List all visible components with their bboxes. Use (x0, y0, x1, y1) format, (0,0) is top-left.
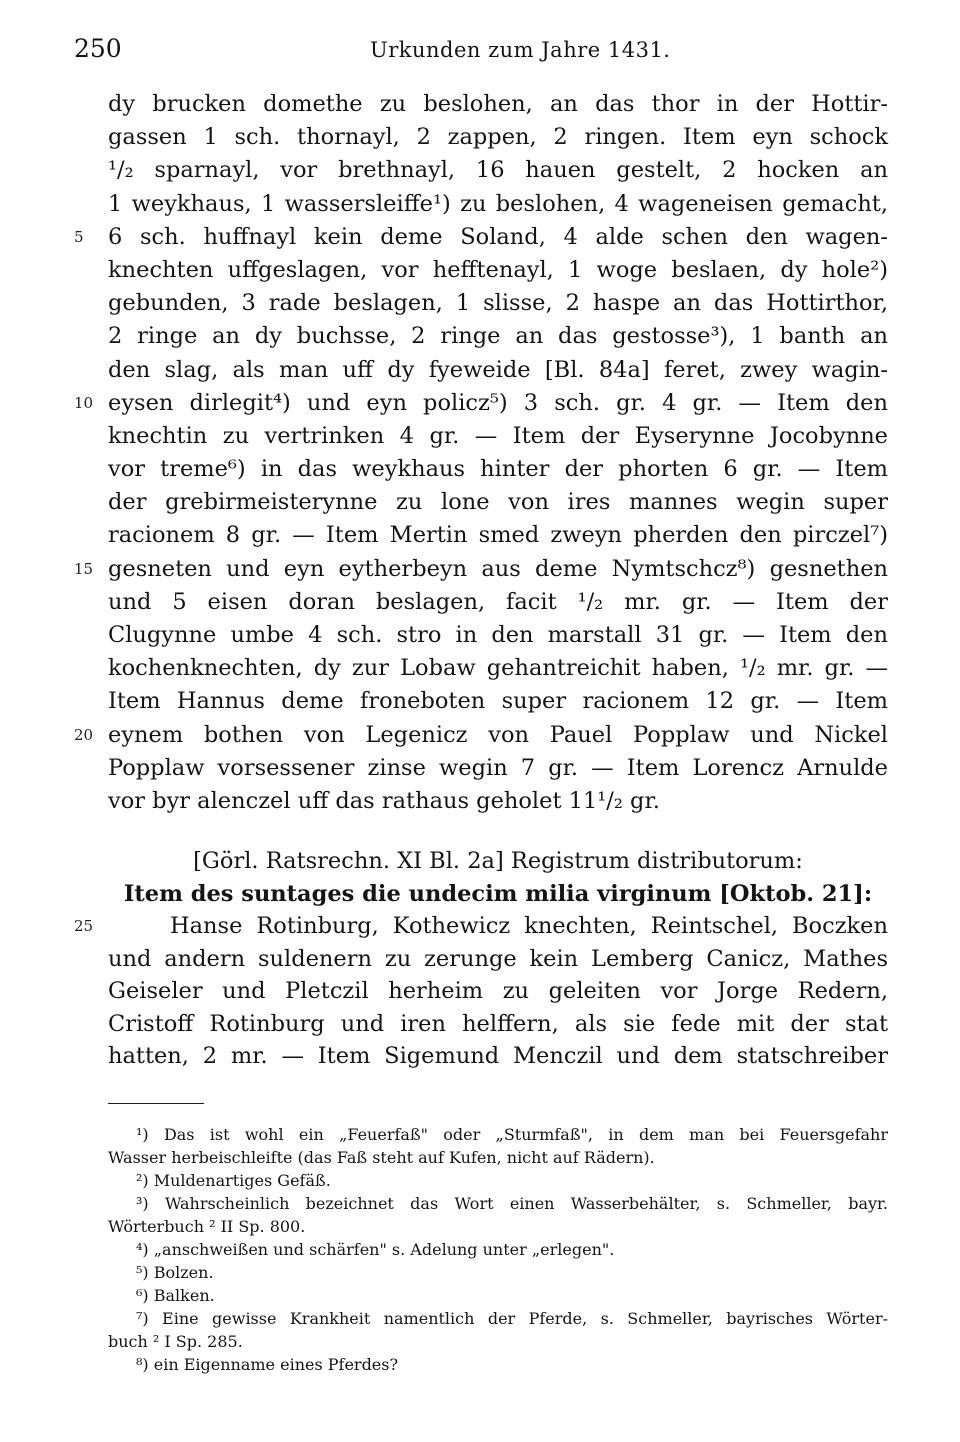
main-text-block (74, 88, 888, 818)
text-line (108, 1008, 888, 1041)
line-text: hatten, 2 mr. — Item Sigemund Menczil und dem statschreiber (108, 1043, 888, 1069)
footnote-divider (108, 1103, 204, 1104)
text-line (108, 519, 888, 552)
line-number: 10 (74, 393, 94, 412)
line-text: dy brucken domethe zu beslohen, an das thor in der Hottir- (108, 91, 888, 117)
line-text: kochenknechten, dy zur Lobaw gehantreichit haben, ¹/₂ mr. gr. — (108, 655, 888, 682)
page-number: 250 (74, 34, 122, 63)
text-line (108, 354, 888, 387)
text-line (108, 619, 888, 652)
text-line (108, 88, 888, 121)
footnote-line: ²) Muldenartiges Gefäß. (136, 1171, 331, 1190)
text-line (74, 221, 888, 254)
footnote-line: Wörterbuch ² II Sp. 800. (108, 1217, 306, 1236)
footnote-line: ³) Wahrscheinlich bezeichnet das Wort einen Wasserbehälter, s. Schmeller, bayr. (136, 1194, 888, 1213)
text-line (108, 785, 888, 818)
line-text: gesneten und eyn eytherbeyn aus deme Nymtschcz⁸) gesnethen (108, 555, 888, 582)
line-text: racionem 8 gr. — Item Mertin smed zweyn pherden den pirczel⁷) (108, 522, 888, 549)
text-line (108, 1040, 888, 1073)
line-text: 2 ringe an dy buchsse, 2 ringe an das gestosse³), 1 banth an (108, 323, 888, 350)
line-text: Cristoff Rotinburg und iren helffern, als sie fede mit der stat (108, 1010, 888, 1037)
line-number: 25 (74, 917, 94, 935)
text-line (108, 287, 888, 320)
footnote-line: ¹) Das ist wohl ein „Feuerfaß" oder „Sturmfaß", in dem man bei Feuersgefahr (136, 1125, 888, 1144)
line-text: Item Hannus deme froneboten super racionem 12 gr. — Item (108, 688, 888, 715)
page-header (74, 32, 904, 72)
text-line (74, 910, 888, 943)
footnote-line: Wasser herbeischleifte (das Faß steht auf Kufen, nicht auf Rädern). (108, 1148, 655, 1167)
line-text: 1 weykhaus, 1 wassersleiffe¹) zu beslohen, 4 wageneisen gemacht, (108, 190, 888, 217)
text-line (108, 188, 888, 221)
line-text: knechtin zu vertrinken 4 gr. — Item der Eyserynne Jocobynne (108, 422, 888, 449)
line-text: vor byr alenczel uff das rathaus geholet 11¹/₂ gr. (108, 787, 660, 814)
text-line (108, 420, 888, 453)
text-line (74, 719, 888, 752)
footnote-line: ⁸) ein Eigenname eines Pferdes? (136, 1355, 399, 1374)
text-line (108, 943, 888, 976)
text-line (108, 320, 888, 353)
text-line (108, 486, 888, 519)
line-number: 5 (74, 227, 84, 246)
text-line (108, 752, 888, 785)
footnote-line: ⁶) Balken. (136, 1286, 215, 1305)
line-text: gassen 1 sch. thornayl, 2 zappen, 2 ringen. Item eyn schock (108, 124, 888, 151)
line-text: Clugynne umbe 4 sch. stro in den marstall 31 gr. — Item den (108, 622, 888, 648)
line-text: gebunden, 3 rade beslagen, 1 slisse, 2 haspe an das Hottirthor, (108, 290, 888, 317)
footnotes (108, 1123, 888, 1376)
line-text: und andern suldenern zu zerunge kein Lemberg Canicz, Mathes (108, 945, 888, 972)
footnote-line: ⁵) Bolzen. (136, 1263, 214, 1282)
text-line (74, 553, 888, 586)
text-line (108, 685, 888, 718)
section-heading: [Görl. Ratsrechn. XI Bl. 2a] Registrum distributorum: (193, 848, 803, 874)
line-text: ¹/₂ sparnayl, vor brethnayl, 16 hauen gestelt, 2 hocken an (108, 157, 888, 184)
text-line (108, 652, 888, 685)
footnote-line: ⁴) „anschweißen und schärfen" s. Adelung unter „erlegen". (136, 1240, 615, 1259)
registrum-section (74, 845, 888, 1073)
line-text: Popplaw vorsessener zinse wegin 7 gr. — Item Lorencz Arnulde (108, 754, 888, 781)
text-line (108, 586, 888, 619)
line-text: knechten uffgeslagen, vor hefftenayl, 1 woge beslaen, dy hole²) (108, 256, 888, 283)
line-text: 6 sch. huffnayl kein deme Soland, 4 alde schen den wagen- (108, 223, 888, 250)
line-text: Hanse Rotinburg, Kothewicz knechten, Reintschel, Boczken (170, 913, 888, 939)
text-line (108, 154, 888, 187)
line-number: 15 (74, 559, 94, 578)
line-text: vor treme⁶) in das weykhaus hinter der phorten 6 gr. — Item (108, 456, 888, 483)
line-text: Geiseler und Pletczil herheim zu geleiten vor Jorge Redern, (108, 978, 888, 1004)
text-line (108, 121, 888, 154)
text-line (108, 453, 888, 486)
text-line (108, 975, 888, 1008)
text-line (74, 387, 888, 420)
line-text: eynem bothen von Legenicz von Pauel Popplaw und Nickel (108, 721, 888, 748)
line-text: und 5 eisen doran beslagen, facit ¹/₂ mr. gr. — Item der (108, 588, 888, 615)
text-line (108, 254, 888, 287)
line-number: 20 (74, 725, 94, 744)
line-text: den slag, als man uff dy fyeweide [Bl. 84a] feret, zwey wagin- (108, 356, 888, 383)
footnote-line: buch ² I Sp. 285. (108, 1332, 243, 1351)
line-text: der grebirmeisterynne zu lone von ires mannes wegin super (108, 489, 888, 516)
line-text: eysen dirlegit⁴) und eyn policz⁵) 3 sch. gr. 4 gr. — Item den (108, 389, 888, 416)
footnote-line: ⁷) Eine gewisse Krankheit namentlich der Pferde, s. Schmeller, bayrisches Wörter- (136, 1309, 888, 1328)
running-head: Urkunden zum Jahre 1431. (370, 38, 671, 62)
section-subheading: Item des suntages die undecim milia virginum [Oktob. 21]: (123, 880, 873, 907)
